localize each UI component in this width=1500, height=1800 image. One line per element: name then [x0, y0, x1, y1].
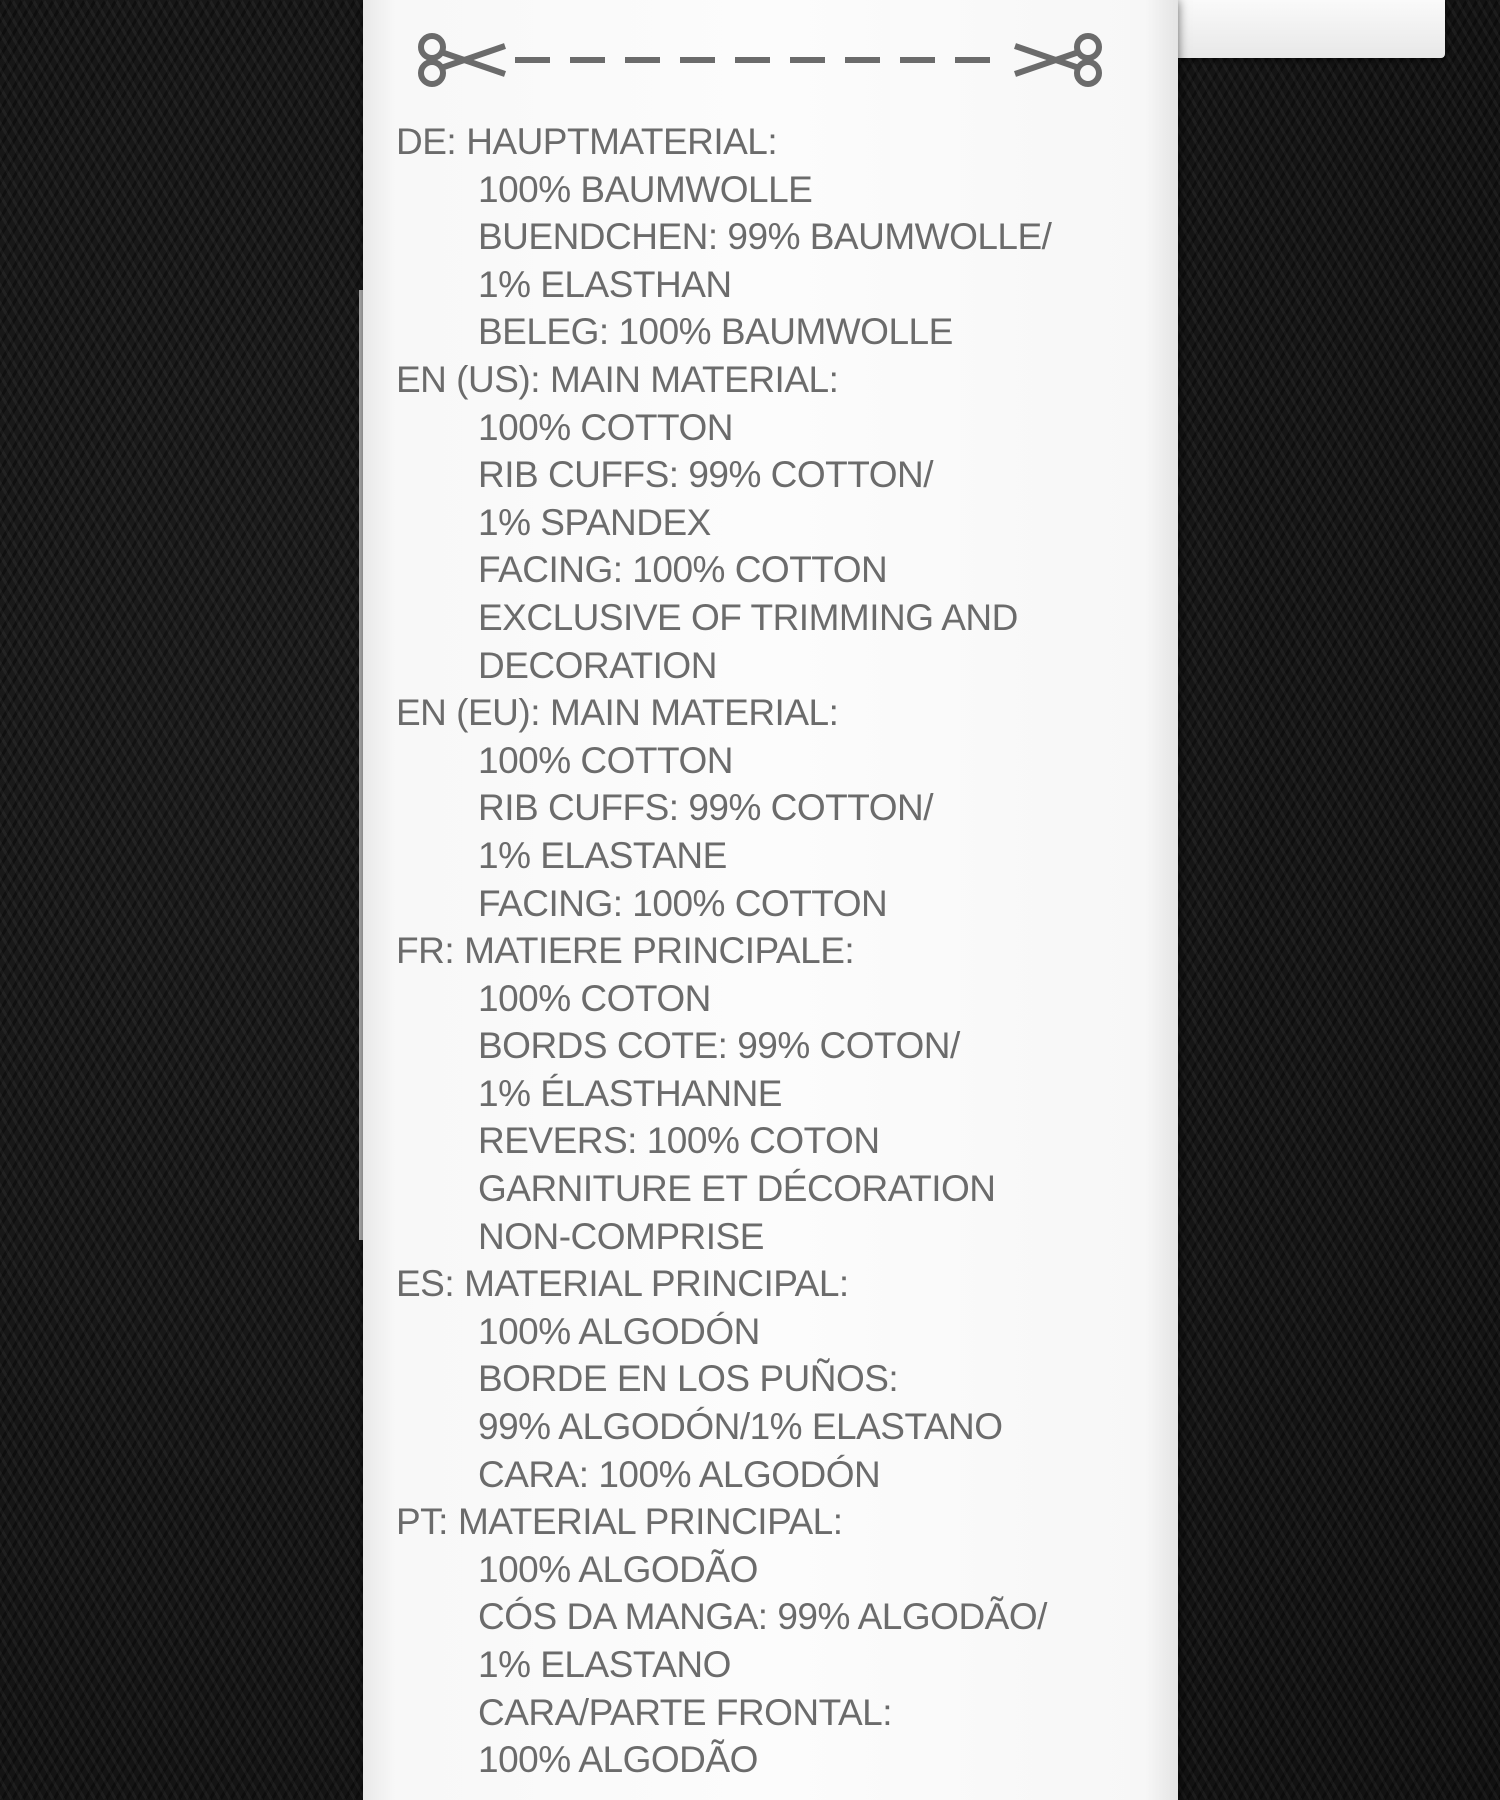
label-line: RIB CUFFS: 99% COTTON/ — [478, 787, 933, 829]
label-line: 100% ALGODÓN — [478, 1310, 760, 1352]
language-code: PT: — [396, 1501, 448, 1543]
label-line: 100% BAUMWOLLE — [478, 168, 813, 210]
label-line: 100% COTTON — [478, 406, 733, 448]
label-line: BUENDCHEN: 99% BAUMWOLLE/ — [478, 216, 1052, 258]
label-line: RIB CUFFS: 99% COTTON/ — [478, 454, 933, 496]
label-line: EXCLUSIVE OF TRIMMING AND — [478, 596, 1018, 638]
cut-line — [410, 28, 1110, 88]
label-line: BELEG: 100% BAUMWOLLE — [478, 311, 953, 353]
label-line: DECORATION — [478, 644, 717, 686]
section-en-eu — [396, 689, 1156, 927]
scissors-icon — [421, 36, 505, 84]
label-line: CÓS DA MANGA: 99% ALGODÃO/ — [478, 1596, 1047, 1638]
label-line: MAIN MATERIAL: — [550, 692, 839, 734]
label-line: 100% ALGODÃO — [478, 1548, 758, 1590]
label-line: BORDS COTE: 99% COTON/ — [478, 1025, 960, 1067]
label-line: 100% COTON — [478, 977, 711, 1019]
language-code: ES: — [396, 1263, 455, 1305]
label-line: 1% ELASTHAN — [478, 263, 732, 305]
scissors-icon — [1015, 36, 1099, 84]
language-code: DE: — [396, 121, 457, 162]
label-line: MATIERE PRINCIPALE: — [464, 930, 855, 972]
label-line: 99% ALGODÓN/1% ELASTANO — [478, 1406, 1003, 1448]
secondary-tag — [1155, 0, 1445, 58]
label-line: FACING: 100% COTTON — [478, 549, 888, 591]
label-line: REVERS: 100% COTON — [478, 1120, 880, 1162]
language-code: FR: — [396, 930, 455, 972]
label-line: GARNITURE ET DÉCORATION — [478, 1168, 996, 1210]
label-line: MATERIAL PRINCIPAL: — [464, 1263, 849, 1305]
label-line: NON-COMPRISE — [478, 1215, 764, 1257]
label-text — [396, 118, 1156, 1784]
label-line: 1% SPANDEX — [478, 501, 711, 543]
section-en-us — [396, 356, 1156, 689]
language-code: EN (US): — [396, 358, 540, 400]
label-line: 100% COTTON — [478, 739, 733, 781]
label-line: HAUPTMATERIAL: — [466, 121, 778, 162]
label-line: 100% ALGODÃO — [478, 1739, 758, 1781]
label-line: 1% ELASTANE — [478, 834, 727, 876]
label-line: BORDE EN LOS PUÑOS: — [478, 1358, 899, 1400]
label-line: 1% ELASTANO — [478, 1644, 731, 1685]
section-fr — [396, 927, 1156, 1260]
section-pt — [396, 1498, 1156, 1784]
label-line: MATERIAL PRINCIPAL: — [457, 1501, 843, 1543]
label-line: MAIN MATERIAL: — [550, 358, 839, 400]
section-es — [396, 1260, 1156, 1498]
section-de — [396, 118, 1156, 356]
label-line: CARA: 100% ALGODÓN — [478, 1453, 881, 1495]
language-code: EN (EU): — [396, 692, 540, 734]
label-line: 1% ÉLASTHANNE — [478, 1072, 782, 1114]
label-line: FACING: 100% COTTON — [478, 882, 888, 924]
label-line: CARA/PARTE FRONTAL: — [478, 1691, 893, 1733]
